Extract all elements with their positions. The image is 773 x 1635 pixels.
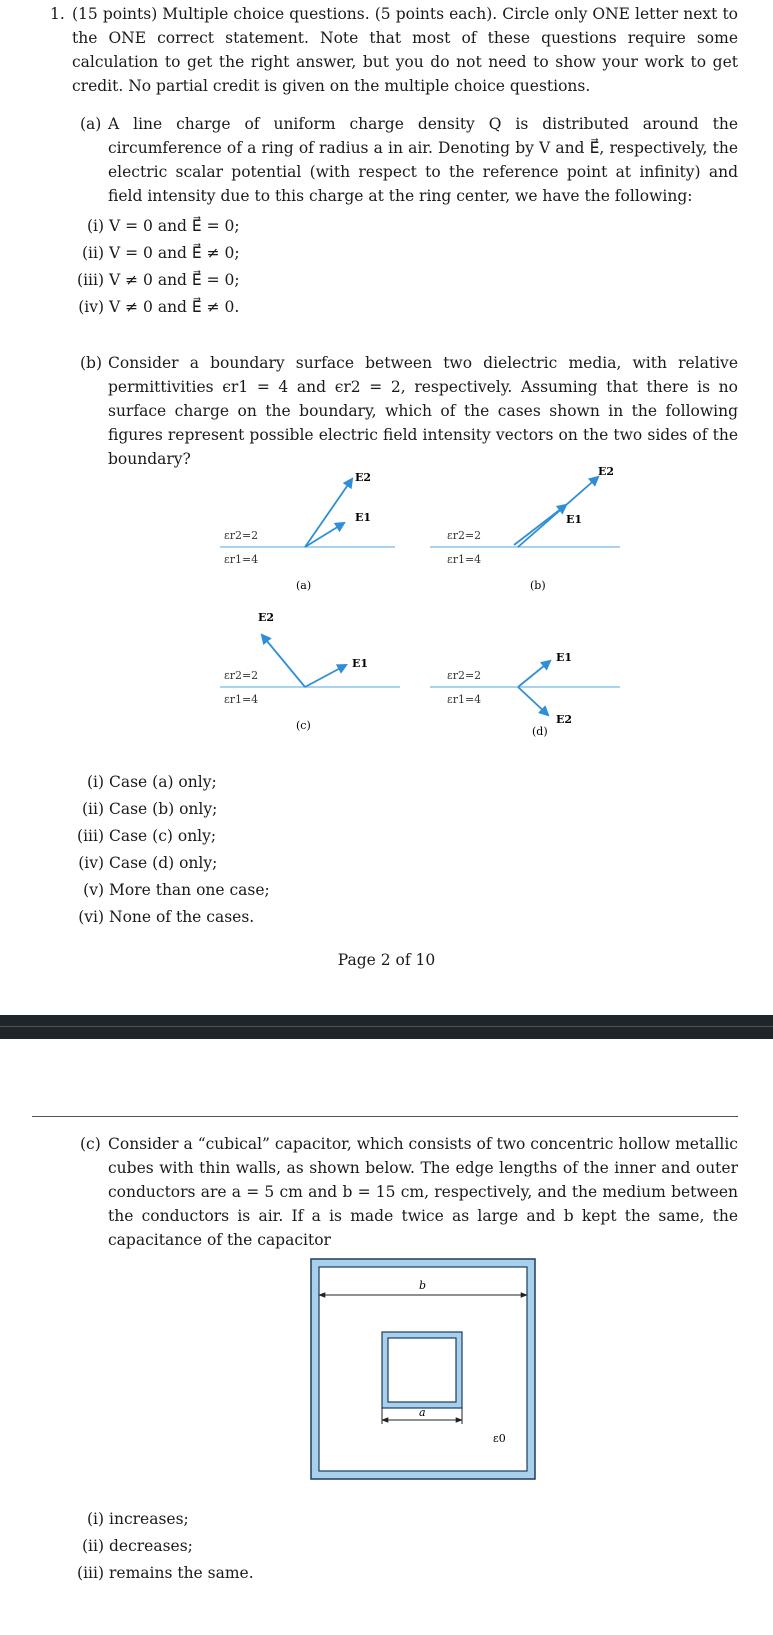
part-b-options: [70, 769, 270, 931]
option-item[interactable]: (ii) Case (b) only;: [81, 800, 218, 818]
option-item[interactable]: (i) Case (a) only;: [86, 773, 217, 791]
option-item[interactable]: (iv) V ≠ 0 and E⃗ ≠ 0.: [78, 298, 240, 316]
case-d-E1-vector: [518, 661, 550, 687]
page-separator: [0, 1015, 773, 1039]
question-number: 1.: [50, 5, 65, 23]
option-item[interactable]: (iii) Case (c) only;: [77, 827, 217, 845]
eps1-label-b: εr1=4: [447, 553, 482, 566]
case-c-E1-vector: [305, 665, 346, 687]
part-c-options: [70, 1506, 254, 1587]
part-b-text: Consider a boundary surface between two dielectric media, with relative permittivities ϵr1 = 4 and ϵr2 = 2, respectively. Assuming that there is no surface charge on the boundary, which of the cases shown in the following figures represent possible electric field intensity vectors on the two sides of the boundary?: [108, 354, 738, 468]
case-c-E2-vector: [262, 635, 305, 687]
boundary-field-figure: [200, 465, 640, 755]
question-intro-text: (15 points) Multiple choice questions. (5 points each). Circle only ONE letter next to the ONE correct statement. Note that most of these questions require some calculation to get the right answer, but you do not need to show your work to get credit. No partial credit is given on the multiple choice questions.: [72, 5, 738, 95]
part-a: [80, 112, 738, 208]
part-c-label: (c): [80, 1135, 101, 1153]
part-b: [80, 351, 738, 471]
case-b-E2-label: E2: [598, 465, 615, 478]
case-a-E2-vector: [305, 479, 352, 547]
option-item[interactable]: (i) increases;: [86, 1510, 189, 1528]
option-item[interactable]: (ii) decreases;: [81, 1537, 193, 1555]
case-a-E1-vector: [305, 523, 344, 547]
page-number: Page 2 of 10: [337, 951, 436, 969]
case-d-E1-label: E1: [556, 651, 573, 664]
option-item[interactable]: (iii) V ≠ 0 and E⃗ = 0;: [77, 271, 240, 289]
case-d-caption: (d): [532, 725, 548, 738]
case-b-E1-label: E1: [566, 513, 583, 526]
case-b-caption: (b): [530, 579, 546, 592]
case-d-E2-vector: [518, 687, 548, 715]
part-a-text: A line charge of uniform charge density Q is distributed around the circumference of a ring of radius a in air. Denoting by V and E⃗, respectively, the electric scalar potential (with respect to the reference point at infinity) and field intensity due to this charge at the ring center, we have the following:: [108, 115, 738, 205]
case-a-E1-label: E1: [355, 511, 372, 524]
cubical-capacitor-figure: [308, 1256, 538, 1484]
eps1-label-c: εr1=4: [224, 693, 259, 706]
a-label: a: [419, 1406, 426, 1419]
option-item[interactable]: (i) V = 0 and E⃗ = 0;: [86, 217, 240, 235]
part-b-label: (b): [80, 354, 103, 372]
option-item[interactable]: (vi) None of the cases.: [78, 908, 255, 926]
option-item[interactable]: (v) More than one case;: [83, 881, 270, 899]
case-a-caption: (a): [296, 579, 312, 592]
case-d-E2-label: E2: [556, 713, 573, 726]
case-a-E2-label: E2: [355, 471, 372, 484]
part-a-options: [70, 213, 240, 321]
eps1-label-d: εr1=4: [447, 693, 482, 706]
case-c-E2-label: E2: [258, 611, 275, 624]
option-item[interactable]: (ii) V = 0 and E⃗ ≠ 0;: [81, 244, 240, 262]
page-separator-line: [0, 1026, 773, 1027]
part-c-text: Consider a “cubical” capacitor, which consists of two concentric hollow metallic cubes with thin walls, as shown below. The edge lengths of the inner and outer conductors are a = 5 cm and b = 15 cm, respectively, and the medium between the conductors is air. If a is made twice as large and b kept the same, the capacitance of the capacitor: [108, 1135, 738, 1249]
eps2-label-d: εr2=2: [447, 669, 482, 682]
case-b-E1-vector: [514, 505, 566, 545]
eps1-label-a: εr1=4: [224, 553, 259, 566]
eps2-label-a: εr2=2: [224, 529, 259, 542]
inner-conductor-inner-wall: [388, 1338, 456, 1402]
case-c-caption: (c): [296, 719, 311, 732]
b-label: b: [419, 1279, 427, 1292]
part-a-label: (a): [80, 115, 102, 133]
eps0-label: ε0: [493, 1432, 506, 1445]
option-item[interactable]: (iii) remains the same.: [77, 1564, 254, 1582]
case-c-E1-label: E1: [352, 657, 369, 670]
eps2-label-b: εr2=2: [447, 529, 482, 542]
header-rule: [32, 1116, 738, 1117]
option-item[interactable]: (iv) Case (d) only;: [78, 854, 218, 872]
part-c: [80, 1132, 738, 1252]
question-1-intro: [50, 2, 738, 98]
eps2-label-c: εr2=2: [224, 669, 259, 682]
